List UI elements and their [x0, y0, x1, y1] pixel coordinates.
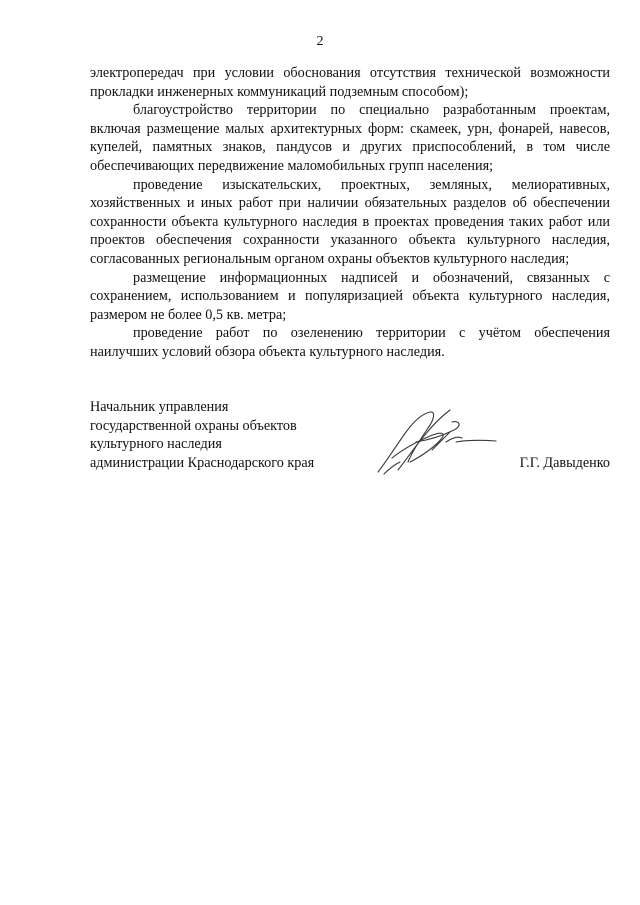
- paragraph-survey-works: проведение изыскательских, проектных, земляных, мелиоративных, хозяйственных и иных работ при наличии обязательных разделов об обеспечении сохранности объекта культурного наследия в проектах проведения таких работ или проектов обеспечения сохранности указанного объекта культурного наследия, согласованных региональным органом охраны объектов культурного наследия;: [90, 176, 610, 267]
- paragraph-information-signs: размещение информационных надписей и обозначений, связанных с сохранением, использованием и популяризацией объекта культурного наследия, размером не более 0,5 кв. метра;: [90, 269, 610, 323]
- paragraph-continuation: электропередач при условии обоснования отсутствия технической возможности прокладки инженерных коммуникаций подземным способом);: [90, 65, 610, 100]
- signer-title-line: культурного наследия: [90, 436, 222, 453]
- paragraph-greening: проведение работ по озеленению территории с учётом обеспечения наилучших условий обзора объекта культурного наследия.: [90, 325, 610, 360]
- paragraph-landscaping: благоустройство территории по специально разработанным проектам, включая размещение малых архитектурных форм: скамеек, урн, фонарей, навесов, купелей, памятных знаков, пандусов и других приспособлений, в том числе обеспечивающих передвижение маломобильных групп населения;: [90, 102, 610, 174]
- signer-title-line: администрации Краснодарского края: [90, 454, 315, 471]
- signature-block: [90, 398, 610, 478]
- signer-title-line: Начальник управления: [90, 399, 229, 415]
- signer-title-line: государственной охраны объектов: [90, 417, 297, 434]
- document-body: [90, 64, 610, 362]
- handwritten-signature: [372, 402, 500, 476]
- page-number: 2: [316, 34, 324, 49]
- signer-name: Г.Г. Давыденко: [519, 454, 610, 471]
